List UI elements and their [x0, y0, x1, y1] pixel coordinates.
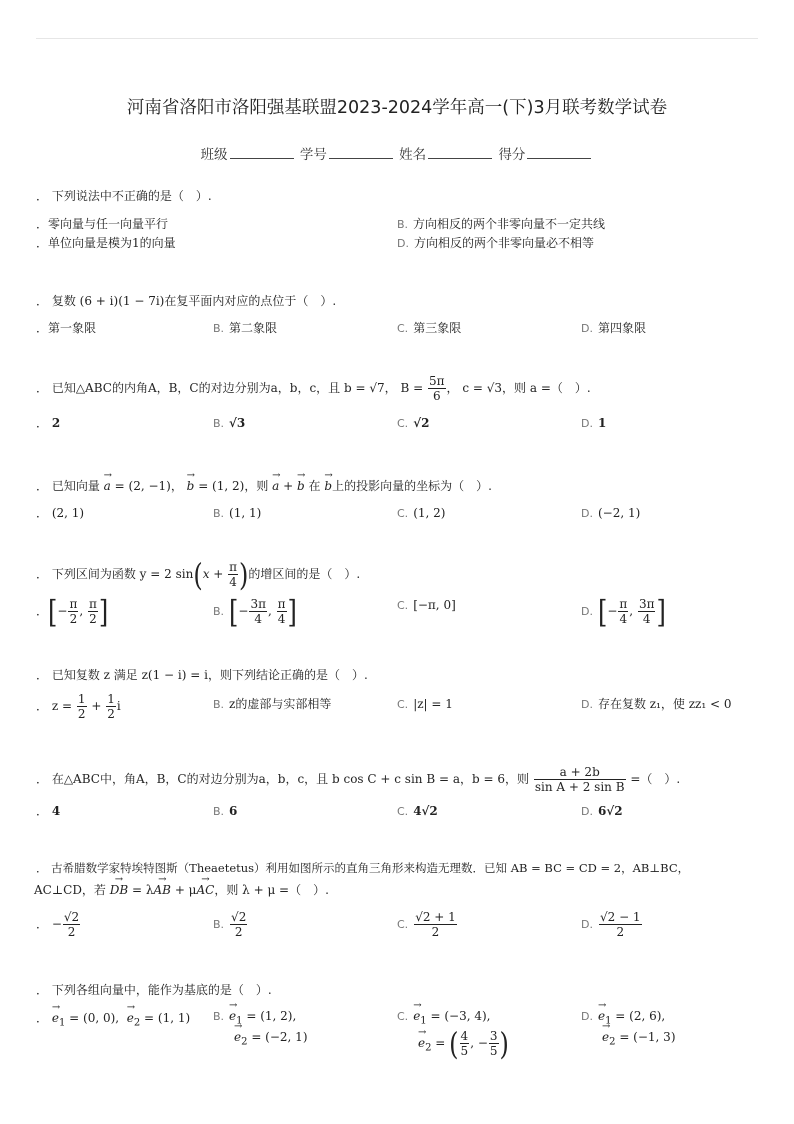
question-4-option-c[interactable]: C. (1, 2): [397, 506, 446, 520]
question-2-option-a[interactable]: ．第一象限: [36, 321, 97, 335]
question-6-option-d[interactable]: D. 存在复数 z₁，使 zz₁ < 0: [581, 697, 732, 711]
question-8-option-b[interactable]: B. $\frac{√2}{2}$: [213, 910, 247, 939]
question-3-option-a[interactable]: ． 2: [36, 416, 61, 430]
question-1-option-a[interactable]: ．零向量与任一向量平行: [36, 217, 169, 231]
question-1-option-c[interactable]: ．单位向量是模为1的向量: [36, 236, 176, 250]
question-6-option-c[interactable]: C. |z| = 1: [397, 697, 453, 711]
question-6-option-a[interactable]: ． z = $\frac{1}{2}$ + $\frac{1}{2}$ i: [36, 692, 121, 721]
question-9-option-d[interactable]: $D.\to e_1 = (2$, 6), → $e_2 = (-1$, 3): [581, 1008, 676, 1051]
student-info-line: [0, 143, 794, 163]
score-field-label: 得分: [498, 147, 526, 163]
question-2-option-b[interactable]: B. 第二象限: [213, 321, 278, 335]
page-title: 河南省洛阳市洛阳强基联盟2023-2024学年高一(下)3月联考数学试卷: [126, 98, 668, 118]
question-1-option-d[interactable]: D. 方向相反的两个非零向量必不相等: [397, 236, 594, 250]
question-8-option-a[interactable]: ． − $\frac{√2}{2}$: [36, 910, 80, 939]
question-8-stem-line-1: ． 古希腊数学家特埃特图斯（Theaetetus）利用如图所示的直角三角形来构造无理数．已知 AB = BC = CD = 2，AB⊥BC，: [36, 861, 690, 875]
question-8-option-c[interactable]: C. $\frac{√2 + 1}{2}$: [397, 910, 456, 939]
question-1-stem: ． 下列说法中不正确的是（ ）.: [36, 189, 212, 203]
question-8-stem-line-2: AC⊥CD，若 → DB = λ→ AB + μ→ AC，则 λ + μ =（ ）.: [34, 882, 764, 898]
question-6-option-b[interactable]: B. z的虚部与实部相等: [213, 697, 332, 711]
question-7-option-b[interactable]: B. 6: [213, 804, 238, 818]
question-5-option-d[interactable]: D. [− $\frac{\pi}{4}$ , $\frac{3\pi}{4}$ ]: [581, 593, 666, 630]
question-3-stem: ． 已知△ABC的内角A，B，C的对边分别为a，b，c，且 b = √7， B = $\frac{5\pi}{6}$ ， c = √3，则 a =（ ）.: [36, 374, 591, 403]
question-7-option-c[interactable]: C. 4√2: [397, 804, 438, 818]
question-5-option-b[interactable]: B. [− $\frac{3\pi}{4}$ , $\frac{\pi}{4}$ ]: [213, 593, 297, 630]
class-field-blank[interactable]: [230, 146, 294, 159]
question-6-stem: ． 已知复数 z 满足 z(1 − i) = i，则下列结论正确的是（ ）.: [36, 668, 368, 682]
name-field-label: 姓名: [399, 147, 427, 163]
question-8-option-d[interactable]: D. $\frac{√2 - 1}{2}$: [581, 910, 641, 939]
question-7-option-d[interactable]: D. 6√2: [581, 804, 623, 818]
question-7-stem: ． 在△ABC中，角A，B，C的对边分别为a，b，c，且 b cos C + c sin B = a，b = 6，则 $\frac{a + 2b}{\text{sin A + 2 sin B}}$ =（ ）.: [36, 765, 681, 794]
question-1-option-b[interactable]: B. 方向相反的两个非零向量不一定共线: [397, 217, 606, 231]
question-3-option-b[interactable]: B. √3: [213, 416, 246, 430]
question-4-option-b[interactable]: B. (1, 1): [213, 506, 262, 520]
question-5-stem: ． 下列区间为函数 y = 2 sin(x + $\frac{\pi}{4}$ )的增区间的是（ ）.: [36, 556, 361, 593]
question-9-stem: ． 下列各组向量中，能作为基底的是（ ）.: [36, 983, 272, 997]
name-field-blank[interactable]: [428, 146, 492, 159]
question-7-option-a[interactable]: ． 4: [36, 804, 61, 818]
class-field-label: 班级: [200, 147, 228, 163]
question-3-option-d[interactable]: D. 1: [581, 416, 607, 430]
question-2-option-d[interactable]: D. 第四象限: [581, 321, 646, 335]
number-field-label: 学号: [299, 147, 327, 163]
top-rule: [36, 38, 758, 39]
question-9-option-a[interactable]: ． → $e_1 = (0$, 0), → $e_2 = (1$, 1): [36, 1010, 190, 1031]
question-4-stem: ． 已知向量 → a = (2, −1)， → b = (1, 2)，则 → a + → b 在 → b上的投影向量的坐标为（ ）.: [36, 478, 764, 494]
question-3-option-c[interactable]: C. √2: [397, 416, 430, 430]
question-2-option-c[interactable]: C. 第三象限: [397, 321, 462, 335]
question-5-option-a[interactable]: ．[− $\frac{\pi}{2}$ , $\frac{\pi}{2}$ ]: [36, 593, 109, 630]
question-4-option-d[interactable]: D. (−2, 1): [581, 506, 641, 520]
score-field-blank[interactable]: [527, 146, 591, 159]
question-9-option-b[interactable]: $B.\to e_1 = (1$, 2), → $e_2 = (-2$, 1): [213, 1008, 308, 1051]
question-5-option-c[interactable]: C. [−π, 0]: [397, 598, 456, 612]
question-2-stem: ． 复数 (6 + i)(1 − 7i)在复平面内对应的点位于（ ）.: [36, 294, 337, 308]
question-9-option-c[interactable]: $C.\to e_1 = (-3$, 4), → $e_2$ = ( $\frac{4}{5}$ , − $\frac{3}{5}$ ): [397, 1008, 509, 1058]
number-field-blank[interactable]: [329, 146, 393, 159]
question-4-option-a[interactable]: ． (2, 1): [36, 506, 85, 520]
